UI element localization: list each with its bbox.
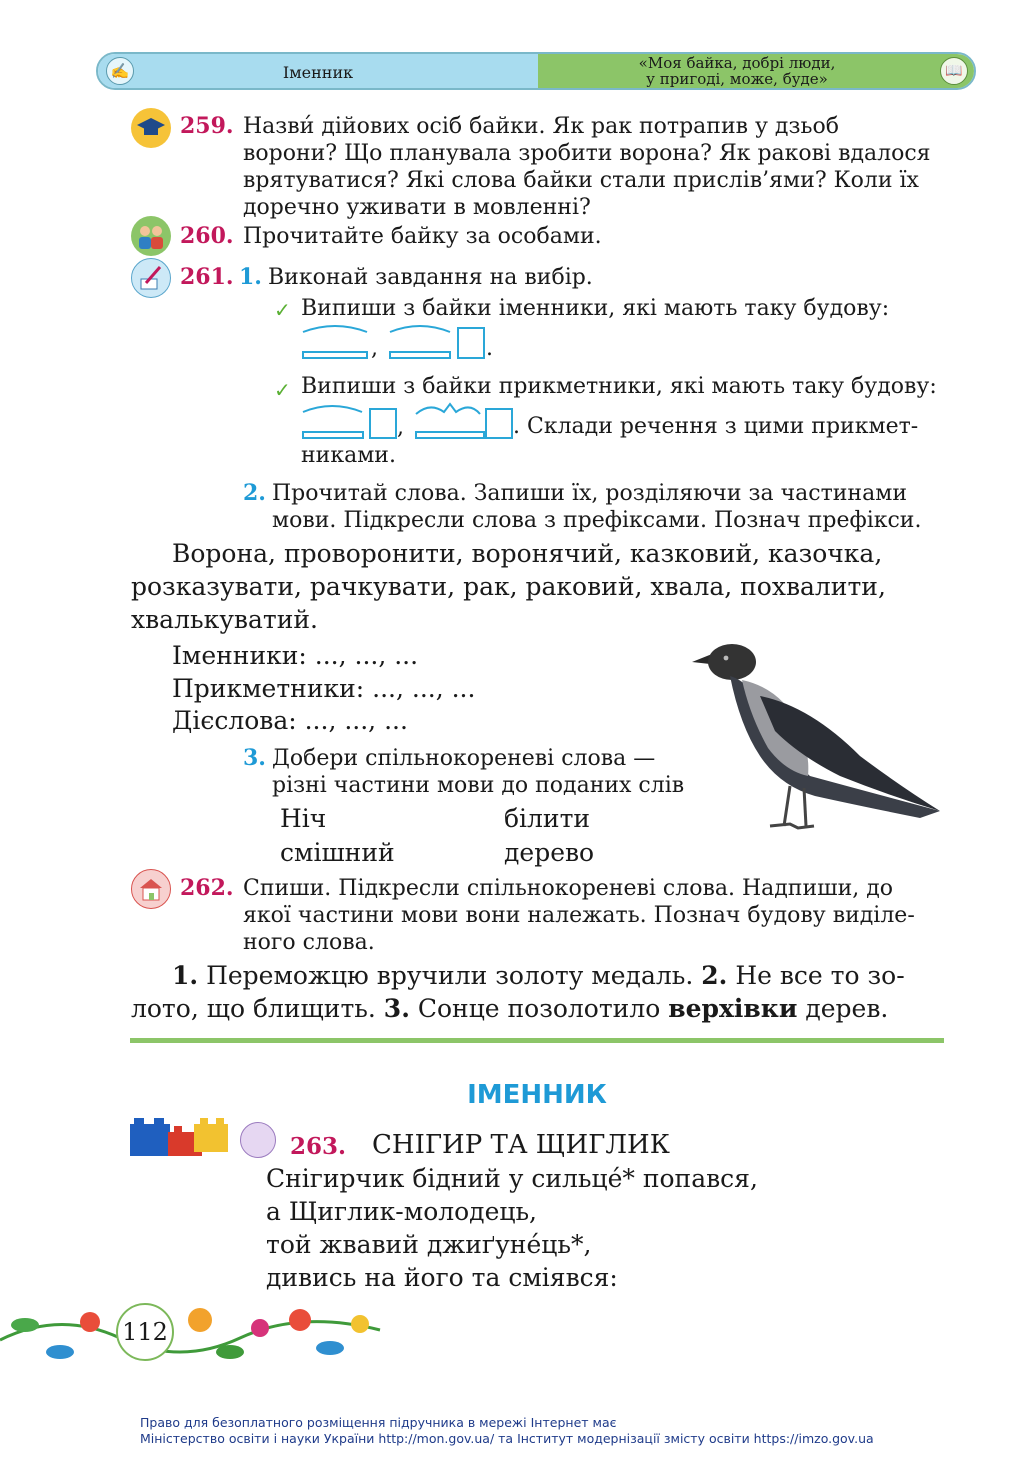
word-nich: Ніч	[280, 804, 327, 833]
task-1-text: Виконай завдання на вибір.	[268, 265, 593, 290]
task-3-text: Добери спільнокореневі слова — різні частини мови до поданих слів	[272, 746, 685, 798]
check-icon: ✓	[274, 378, 291, 402]
floral-ornament	[0, 1290, 400, 1380]
word-structure-schemes-nouns	[300, 322, 500, 362]
crow-illustration	[690, 636, 950, 836]
section-divider	[130, 1038, 944, 1043]
header-left	[98, 54, 538, 88]
task-1-number: 1.	[239, 264, 262, 290]
exercise-259-text: Назви́ дійових осіб байки. Як рак потрапив у дзьоб ворони? Що планувала зробити ворона? Як ракові вдалося врятуватися? Які слова байки стали прислів’ями? Коли їх доречно уживати в мовленні?	[243, 114, 931, 220]
word-bilyty: білити	[504, 804, 591, 833]
task-2-number: 2.	[243, 480, 266, 506]
subtask-nouns-text: Випиши з байки іменники, які мають таку будову:	[301, 296, 890, 321]
task-3-number: 3.	[243, 745, 266, 771]
adjectives-line: Прикметники: ..., ..., ...	[172, 674, 476, 703]
writing-icon	[131, 258, 171, 298]
header-right	[538, 54, 974, 88]
exercise-261-number: 261.	[180, 264, 234, 290]
subtask-adjectives-tail: . Склади речення з цими прикмет-	[513, 414, 919, 439]
blocks-icon	[130, 1110, 232, 1158]
reading-icon	[240, 1122, 276, 1158]
verbs-line: Дієслова: ..., ..., ...	[172, 706, 408, 735]
nouns-line: Іменники: ..., ..., ...	[172, 641, 419, 670]
word-list: Ворона, проворонити, воронячий, казковий, казочка, розказувати, рачкувати, рак, раковий, хвала, похвалити, хвалькуватий.	[131, 539, 886, 634]
poem-text: Снігирчик бідний у сильце́* попався, а Щиглик-молодець, той жвавий джиґуне́ць*, дивись на його та сміявся:	[266, 1164, 758, 1292]
word-smishnyi: смішний	[280, 838, 395, 867]
graduation-cap-icon	[131, 108, 171, 148]
exercise-263-number: 263.	[290, 1133, 347, 1160]
page-number: 112	[116, 1303, 174, 1361]
exercise-262-number: 262.	[180, 875, 234, 901]
subtask-adjectives-text: Випиши з байки прикметники, які мають таку будову:	[301, 374, 937, 399]
lesson-title: «Моя байка, добрі люди, у пригоді, може, буде»	[638, 54, 836, 88]
comma: ,	[397, 415, 404, 440]
pair-work-icon	[131, 216, 171, 256]
section-title: ІМЕННИК	[467, 1080, 607, 1110]
sentence-line-2: лото, що блищить. 3. Сонце позолотило верхівки дерев.	[131, 994, 889, 1023]
comma: ,	[371, 336, 378, 361]
exercise-260-text: Прочитайте байку за особами.	[243, 224, 602, 249]
book-icon: 📖	[940, 57, 968, 85]
word-structure-schemes-adjectives	[300, 402, 520, 442]
exercise-259-number: 259.	[180, 113, 234, 139]
subtask-adjectives-tail2: никами.	[301, 443, 396, 468]
check-icon: ✓	[274, 298, 291, 322]
sentence-line-1: 1. Переможцю вручили золоту медаль. 2. Не все то зо-	[172, 961, 905, 990]
poem-title: СНІГИР ТА ЩИГЛИК	[372, 1130, 670, 1160]
word-derevo: дерево	[504, 838, 595, 867]
exercise-260-number: 260.	[180, 223, 234, 249]
chapter-header	[96, 52, 976, 90]
pencil-icon: ✍	[106, 57, 134, 85]
header-title: Іменник	[282, 63, 354, 82]
task-2-text: Прочитай слова. Запиши їх, розділяючи за частинами мови. Підкресли слова з префіксами. Познач префікси.	[272, 481, 922, 533]
exercise-262-text: Спиши. Підкресли спільнокореневі слова. Надпиши, до якої частини мови вони належать. Познач будову виділе- ного слова.	[243, 876, 915, 955]
dot: .	[486, 336, 493, 361]
footer-notice: Право для безоплатного розміщення підручника в мережі Інтернет має Міністерство освіти і науки України http://mon.gov.ua/ та Інститут модернізації змісту освіти https://imzo.gov.ua	[140, 1415, 874, 1446]
homework-house-icon	[131, 869, 171, 909]
